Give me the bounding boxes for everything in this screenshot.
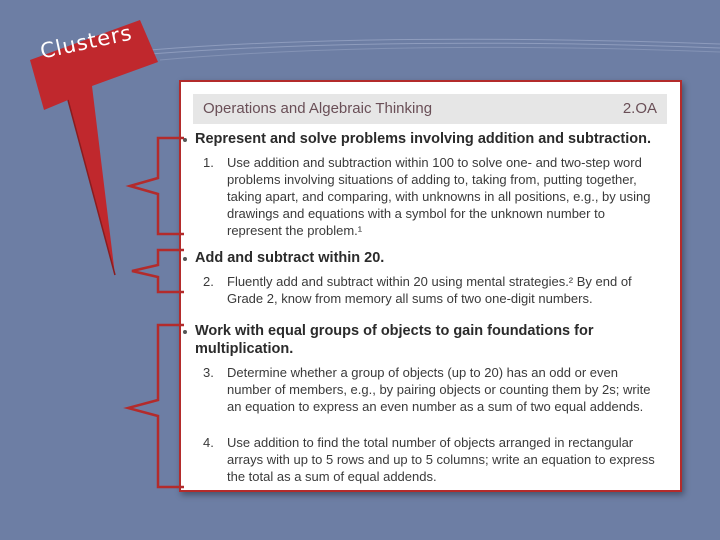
bracket-cluster-1 — [130, 138, 184, 234]
standard-text: Determine whether a group of objects (up to 20) has an odd or even number of members, e.g., by pairing objects or counting them by 2s; write an equation to express an even number as a sum of two equal addends. — [227, 365, 651, 414]
standard-number: 4. — [203, 435, 214, 450]
cluster-title-3: Work with equal groups of objects to gain foundations for multiplication. — [195, 323, 594, 357]
standard-number: 3. — [203, 365, 214, 380]
domain-title: Operations and Algebraic Thinking — [203, 100, 433, 117]
clusters-label: Clusters — [38, 20, 135, 64]
standard-number: 2. — [203, 274, 214, 289]
standard-number: 1. — [203, 155, 214, 170]
bracket-cluster-2 — [132, 250, 184, 292]
standard-text: Use addition and subtraction within 100 to solve one- and two-step word problems involving situations of adding to, taking from, putting together, taking apart, and comparing, with unknowns in all positions, e.g., by using drawings and equations with a symbol for the unknown number to represent the problem.¹ — [227, 155, 651, 238]
standard-text: Fluently add and subtract within 20 using mental strategies.² By end of Grade 2, know from memory all sums of two one-digit numbers. — [227, 274, 632, 306]
cluster-title-1: Represent and solve problems involving addition and subtraction. — [195, 131, 652, 147]
domain-code: 2.OA — [622, 100, 657, 117]
standard-text: Use addition to find the total number of objects arranged in rectangular arrays with up to 5 rows and up to 5 columns; write an equation to express the total as a sum of equal addends. — [227, 435, 655, 484]
bracket-cluster-3 — [128, 325, 184, 487]
cluster-title-2: Add and subtract within 20. — [195, 250, 385, 266]
